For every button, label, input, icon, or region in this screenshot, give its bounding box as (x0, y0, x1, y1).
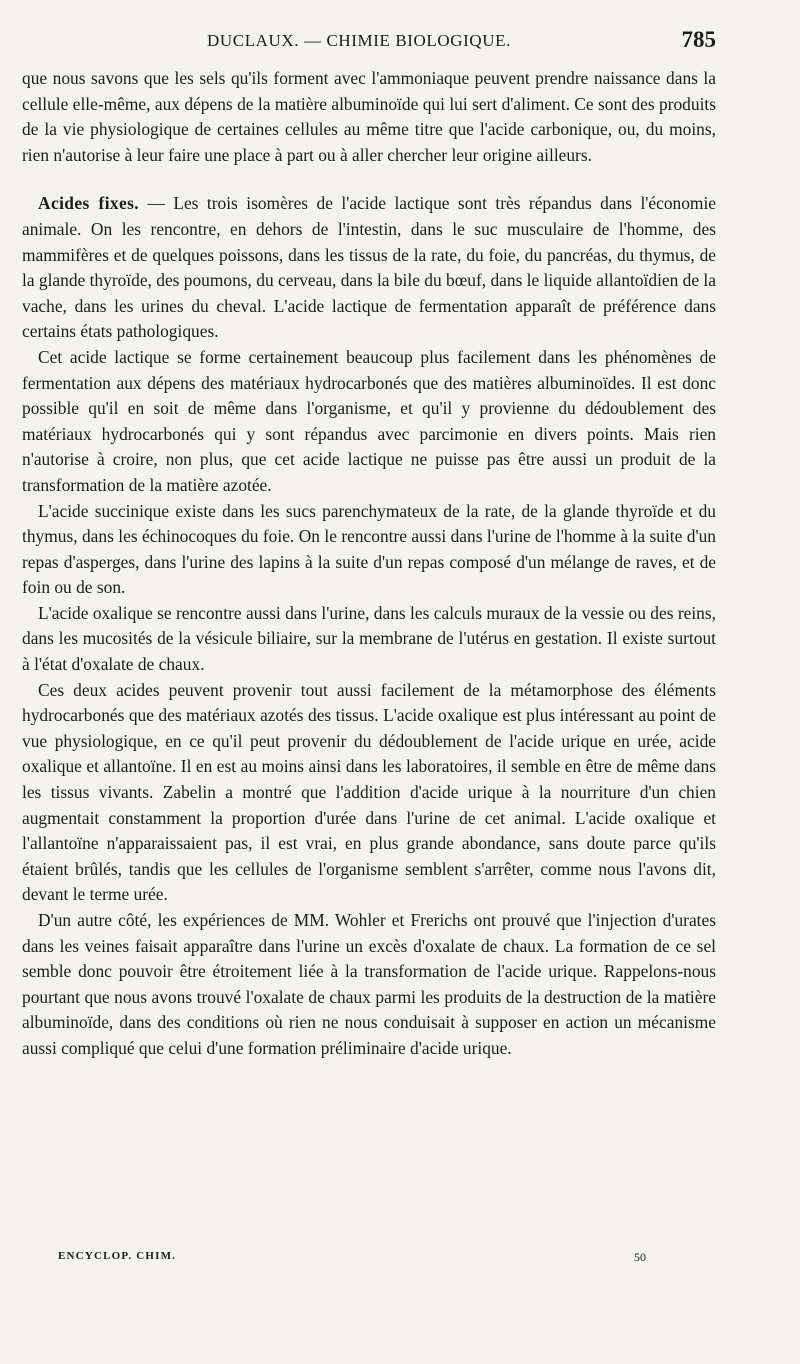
document-page (22, 0, 716, 1364)
sheet-number: 50 (634, 1250, 646, 1264)
section-dash: — (139, 193, 174, 214)
page-number: 785 (681, 27, 716, 52)
paragraph-2-text: Les trois isomères de l'acide lactique sont très répandus dans l'économie animale. On les rencontre, en dehors de l'intestin, dans le suc musculaire de l'homme, des mammifères et de quelques poissons, dans les tissus de la rate, du foie, du pancréas, du thymus, de la glande thyroïde, des poumons, du cerveau, dans la bile du bœuf, dans le liquide allantoïdien de la vache, dans les urines du cheval. L'acide lactique de fermentation apparaît de préférence dans certains états pathologiques. (22, 193, 717, 342)
running-head (22, 27, 716, 57)
footer-signature: ENCYCLOP. CHIM. (58, 1250, 177, 1262)
section-heading: Acides fixes. (38, 193, 140, 214)
paragraph-4: L'acide succinique existe dans les sucs parenchymateux de la rate, de la glande thyroïde et du thymus, dans les échinocoques du foie. On le rencontre aussi dans l'urine de l'homme à la suite d'un repas d'asperges, dans l'urine des lapins à la suite d'un repas composé d'un mélange de raves, et de foin ou de son. (22, 500, 716, 598)
running-title: DUCLAUX. — CHIMIE BIOLOGIQUE. (207, 31, 512, 50)
paragraph-2 (22, 191, 716, 345)
paragraph-6: Ces deux acides peuvent provenir tout aussi facilement de la métamorphose des éléments hydrocarbonés que des matériaux azotés des tissus. L'acide oxalique est plus intéressant au point de vue physiologique, en ce qu'il peut provenir du dédoublement de l'acide urique en urée, acide oxalique et allantoïne. Il en est au moins ainsi dans les laboratoires, il semble en être de même dans les tissus vivants. Zabelin a montré que l'addition d'acide urique à la nourriture d'un chien augmentait constamment la proportion d'urée dans l'urine de cet animal. L'acide oxalique et l'allantoïne n'apparaissaient pas, il est vrai, en plus grande abondance, sans doute parce qu'ils étaient brûlés, tandis que les cellules de l'organisme semblent s'arrêter, comme nous l'avons dit, devant le terme urée. (22, 679, 716, 905)
paragraph-3: Cet acide lactique se forme certainement beaucoup plus facilement dans les phénomènes de fermentation aux dépens des matériaux hydrocarbonés que des matières albuminoïdes. Il est donc possible qu'il en soit de même dans l'organisme, et qu'il y provienne du dédoublement des matériaux hydrocarbonés qui y sont répandus avec parcimonie en divers points. Mais rien n'autorise à croire, non plus, que cet acide lactique ne puisse pas être aussi un produit de la transformation de la matière azotée. (22, 346, 716, 495)
page-footer (22, 1250, 716, 1270)
paragraph-7: D'un autre côté, les expériences de MM. Wohler et Frerichs ont prouvé que l'injection d'urates dans les veines faisait apparaître dans l'urine un excès d'oxalate de chaux. La formation de ce sel semble donc pouvoir être étroitement liée à la transformation de l'acide urique. Rappelons-nous pourtant que nous avons trouvé l'oxalate de chaux parmi les produits de la destruction de la matière albuminoïde, dans des conditions où rien ne nous conduisait à supposer en action un mécanisme aussi compliqué que celui d'une formation préliminaire d'acide urique. (22, 910, 716, 1058)
paragraph-1: que nous savons que les sels qu'ils forment avec l'ammoniaque peuvent prendre naissance dans la cellule elle-même, aux dépens de la matière albuminoïde qui lui sert d'aliment. Ce sont des produits de la vie physiologique de certaines cellules au même titre que l'acide carbonique, ou, du moins, rien n'autorise à leur faire une place à part ou à aller chercher leur origine ailleurs. (22, 68, 716, 165)
body-text (22, 66, 716, 1062)
paragraph-5: L'acide oxalique se rencontre aussi dans l'urine, dans les calculs muraux de la vessie ou des reins, dans les mucosités de la vésicule biliaire, sur la membrane de l'utérus en gestation. Il existe surtout à l'état d'oxalate de chaux. (22, 602, 716, 675)
